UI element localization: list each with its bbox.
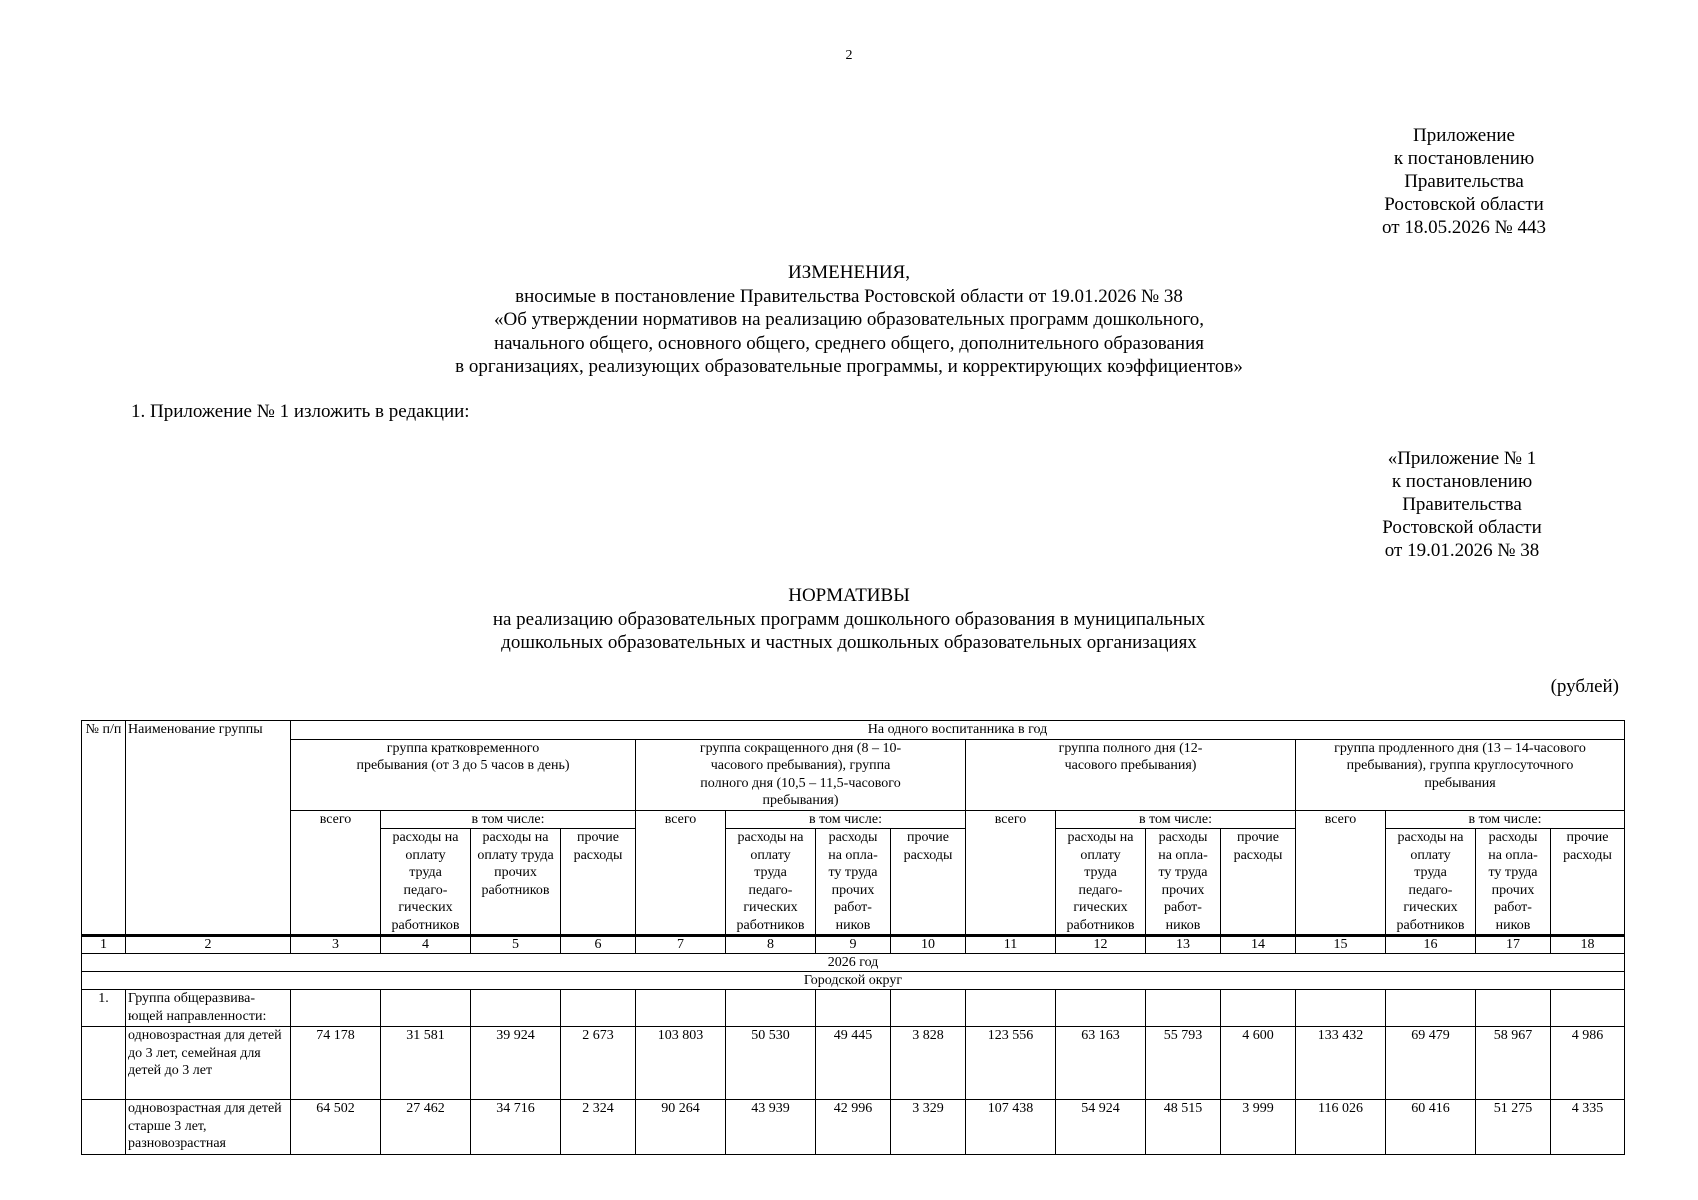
table-cell: 49 445	[816, 1027, 891, 1100]
sub-header-other-expenses: прочие расходы	[561, 829, 636, 936]
header-row-groups	[82, 739, 1625, 810]
col-no-header: № п/п	[82, 721, 126, 936]
appendix-header	[1364, 124, 1564, 239]
norms-heading: НОРМАТИВЫ	[788, 585, 910, 606]
table-cell: 55 793	[1146, 1027, 1221, 1100]
sub-header-other-expenses: прочие расходы	[891, 829, 966, 936]
table-cell: 133 432	[1296, 1027, 1386, 1100]
appendix-1-header-line: «Приложение № 1	[1387, 448, 1537, 469]
sub-header-teaching-staff: расходы на оплату труда педаго-гических работников	[726, 829, 816, 936]
col-name-header: Наименование группы	[126, 721, 291, 936]
district-label: Городской округ	[82, 972, 1625, 990]
column-number: 11	[966, 936, 1056, 954]
table-cell: 90 264	[636, 1100, 726, 1155]
item-1-text: 1. Приложение № 1 изложить в редакции:	[131, 401, 470, 422]
total-header: всего	[636, 810, 726, 936]
table-cell: 48 515	[1146, 1100, 1221, 1155]
changes-title	[0, 261, 1698, 379]
changes-heading: ИЗМЕНЕНИЯ,	[788, 262, 910, 283]
year-label: 2026 год	[82, 954, 1625, 972]
section-name: Группа общеразвива-ющей направленности:	[126, 990, 291, 1027]
appendix-header-line: Правительства	[1404, 171, 1524, 192]
column-number: 5	[471, 936, 561, 954]
total-header: всего	[1296, 810, 1386, 936]
column-number: 17	[1476, 936, 1551, 954]
table-cell: 63 163	[1056, 1027, 1146, 1100]
changes-line: начального общего, основного общего, среднего общего, дополнительного образования	[493, 332, 1204, 354]
table-cell: 54 924	[1056, 1100, 1146, 1155]
sub-header-other-staff: расходы на оплату труда прочих работников	[471, 829, 561, 936]
changes-line: «Об утверждении нормативов на реализацию образовательных программ дошкольного,	[493, 309, 1205, 330]
appendix-header-line: Приложение	[1413, 125, 1515, 146]
column-number: 14	[1221, 936, 1296, 954]
column-number: 16	[1386, 936, 1476, 954]
norms-title	[0, 584, 1698, 655]
page-number: 2	[845, 48, 853, 63]
table-cell: 74 178	[291, 1027, 381, 1100]
group-name: одновозрастная для детей старше 3 лет, разновозрастная	[126, 1100, 291, 1155]
table-cell: 2 324	[561, 1100, 636, 1155]
table-cell: 123 556	[966, 1027, 1056, 1100]
norms-line: дошкольных образовательных и частных дошкольных образовательных организациях	[501, 632, 1197, 653]
table-cell: 50 530	[726, 1027, 816, 1100]
table-cell: 116 026	[1296, 1100, 1386, 1155]
table-cell: 42 996	[816, 1100, 891, 1155]
table-cell: 58 967	[1476, 1027, 1551, 1100]
table-cell: 103 803	[636, 1027, 726, 1100]
table-cell: 34 716	[471, 1100, 561, 1155]
table-cell: 39 924	[471, 1027, 561, 1100]
group-header-full-day: группа полного дня (12-часового пребывания)	[966, 739, 1296, 810]
appendix-1-header-line: Правительства	[1402, 494, 1522, 515]
table-cell: 64 502	[291, 1100, 381, 1155]
appendix-1-header-line: к постановлению	[1391, 471, 1533, 492]
table-cell: 4 335	[1551, 1100, 1625, 1155]
section-number: 1.	[82, 990, 126, 1027]
sub-header-other-expenses: прочие расходы	[1551, 829, 1625, 936]
column-number: 4	[381, 936, 471, 954]
table-cell: 3 828	[891, 1027, 966, 1100]
units-label: (рублей)	[1550, 676, 1619, 697]
table-cell: 27 462	[381, 1100, 471, 1155]
group-header-extended-day: группа продленного дня (13 – 14-часового пребывания), группа круглосуточного пребывания	[1296, 739, 1625, 810]
column-number: 10	[891, 936, 966, 954]
group-name: одновозрастная для детей до 3 лет, семейная для детей до 3 лет	[126, 1027, 291, 1100]
table-cell: 3 329	[891, 1100, 966, 1155]
appendix-1-header-line: от 19.01.2026 № 38	[1384, 540, 1540, 561]
norms-table	[81, 720, 1625, 1155]
table-cell: 2 673	[561, 1027, 636, 1100]
sub-header-teaching-staff: расходы на оплату труда педаго-гических работников	[381, 829, 471, 936]
section-row	[82, 990, 1625, 1027]
column-number: 6	[561, 936, 636, 954]
table-row	[82, 1027, 1625, 1100]
table-cell: 4 600	[1221, 1027, 1296, 1100]
table-cell: 3 999	[1221, 1100, 1296, 1155]
table-cell: 60 416	[1386, 1100, 1476, 1155]
per-pupil-header: На одного воспитанника в год	[291, 721, 1625, 740]
table-row	[82, 1100, 1625, 1155]
sub-header-teaching-staff: расходы на оплату труда педаго-гических работников	[1386, 829, 1476, 936]
total-header: всего	[966, 810, 1056, 936]
appendix-header-line: от 18.05.2026 № 443	[1382, 217, 1546, 238]
header-row-subtotals	[82, 810, 1625, 829]
norms-line: на реализацию образовательных программ дошкольного образования в муниципальных	[492, 608, 1206, 630]
table-cell: 31 581	[381, 1027, 471, 1100]
sub-header-other-staff: расходы на опла-ту труда прочих работ-ников	[1476, 829, 1551, 936]
column-number: 1	[82, 936, 126, 954]
sub-header-other-staff: расходы на опла-ту труда прочих работ-ников	[816, 829, 891, 936]
changes-line: вносимые в постановление Правительства Ростовской области от 19.01.2026 № 38	[515, 285, 1183, 307]
column-number: 2	[126, 936, 291, 954]
column-number: 8	[726, 936, 816, 954]
table-cell: 69 479	[1386, 1027, 1476, 1100]
including-header: в том числе:	[1386, 810, 1625, 829]
group-header-reduced-day: группа сокращенного дня (8 – 10-часового пребывания), группа полного дня (10,5 – 11,5-часового пребывания)	[636, 739, 966, 810]
including-header: в том числе:	[726, 810, 966, 829]
sub-header-other-staff: расходы на опла-ту труда прочих работ-ников	[1146, 829, 1221, 936]
appendix-1-header-line: Ростовской области	[1382, 517, 1542, 538]
sub-header-other-expenses: прочие расходы	[1221, 829, 1296, 936]
including-header: в том числе:	[1056, 810, 1296, 829]
column-number: 9	[816, 936, 891, 954]
table-cell: 51 275	[1476, 1100, 1551, 1155]
column-number: 18	[1551, 936, 1625, 954]
appendix-header-line: Ростовской области	[1384, 194, 1544, 215]
column-number: 12	[1056, 936, 1146, 954]
column-numbers-row	[82, 936, 1625, 954]
table-cell: 43 939	[726, 1100, 816, 1155]
column-number: 3	[291, 936, 381, 954]
including-header: в том числе:	[381, 810, 636, 829]
table-cell: 4 986	[1551, 1027, 1625, 1100]
header-row-1	[82, 721, 1625, 740]
appendix-1-header	[1360, 447, 1564, 562]
changes-line: в организациях, реализующих образовательные программы, и корректирующих коэффициентов»	[455, 356, 1243, 377]
column-number: 13	[1146, 936, 1221, 954]
sub-header-teaching-staff: расходы на оплату труда педаго-гических работников	[1056, 829, 1146, 936]
column-number: 15	[1296, 936, 1386, 954]
year-row	[82, 954, 1625, 972]
appendix-header-line: к постановлению	[1393, 148, 1535, 169]
group-header-short-stay: группа кратковременного пребывания (от 3 до 5 часов в день)	[291, 739, 636, 810]
column-number: 7	[636, 936, 726, 954]
district-row	[82, 972, 1625, 990]
total-header: всего	[291, 810, 381, 936]
table-cell: 107 438	[966, 1100, 1056, 1155]
